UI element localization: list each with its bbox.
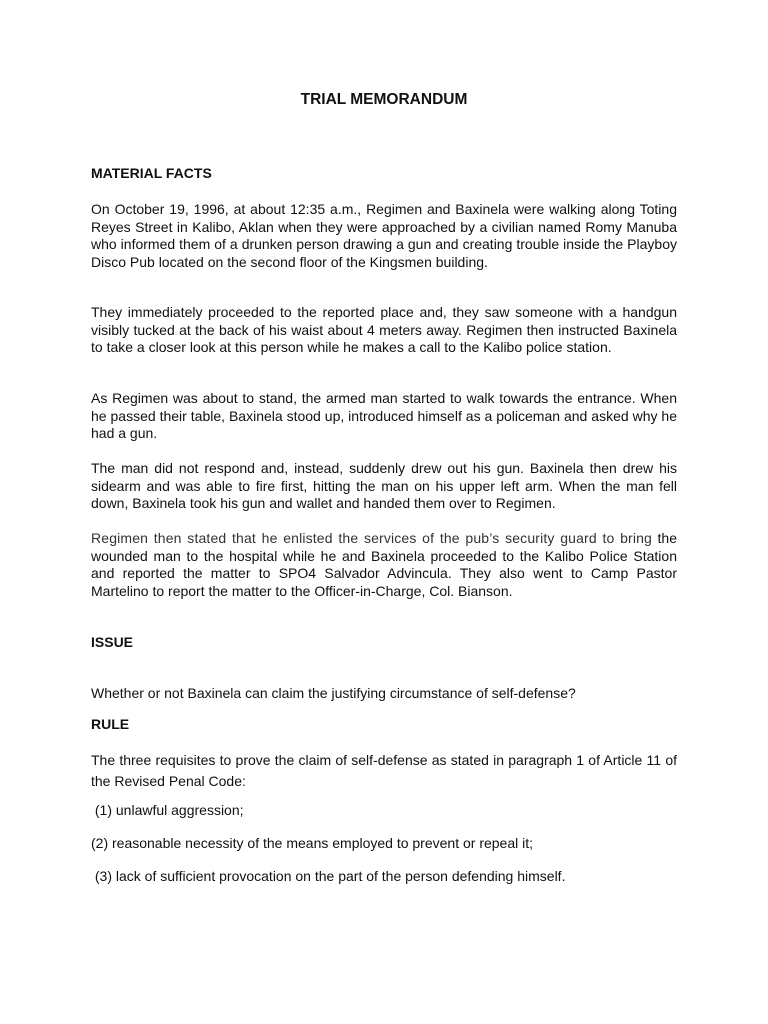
fact-paragraph-4: The man did not respond and, instead, suddenly drew out his gun. Baxinela then drew his sidearm and was able to fire first, hitting the man on his upper left arm. When the man fell down, Baxinela took his gun and wallet and handed them over to Regimen. [91,460,677,511]
requisite-2: (2) reasonable necessity of the means employed to prevent or repeal it; [91,835,534,851]
fact-paragraph-3: As Regimen was about to stand, the armed man started to walk towards the entrance. When he passed their table, Baxinela stood up, introduced himself as a policeman and asked why he had a gun. [91,390,677,441]
rule-heading: RULE [91,716,130,732]
document-title: TRIAL MEMORANDUM [300,91,468,108]
requisite-1: (1) unlawful aggression; [91,802,244,818]
fact-paragraph-1: On October 19, 1996, at about 12:35 a.m., Regimen and Baxinela were walking along Toting Reyes Street in Kalibo, Aklan when they were approached by a civilian named Romy Manuba who informed them of a drunken person drawing a gun and creating trouble inside the Playboy Disco Pub located on the second floor of the Kingsmen building. [91,201,677,270]
fact-paragraph-2: They immediately proceeded to the reported place and, they saw someone with a handgun visibly tucked at the back of his waist about 4 meters away. Regimen then instructed Baxinela to take a closer look at this person while he makes a call to the Kalibo police station. [91,304,677,355]
fact-paragraph-5 [91,530,677,600]
fact-paragraph-5-first-line: Regimen then stated that he enlisted the services of the pub’s security guard to bring [91,530,652,546]
issue-text: Whether or not Baxinela can claim the justifying circumstance of self-defense? [91,685,576,701]
material-facts-heading: MATERIAL FACTS [91,165,212,181]
issue-heading: ISSUE [91,634,134,650]
rule-intro: The three requisites to prove the claim of self-defense as stated in paragraph 1 of Article 11 of the Revised Penal Code: [91,752,677,789]
fact-paragraph-5-rest: the wounded man to the hospital while he and Baxinela proceeded to the Kalibo Police Station and reported the matter to SPO4 Salvador Advincula. They also went to Camp Pastor Martelino to report the matter to the Officer-in-Charge, Col. Bianson. [91,530,677,599]
requisite-3: (3) lack of sufficient provocation on the part of the person defending himself. [91,868,566,884]
